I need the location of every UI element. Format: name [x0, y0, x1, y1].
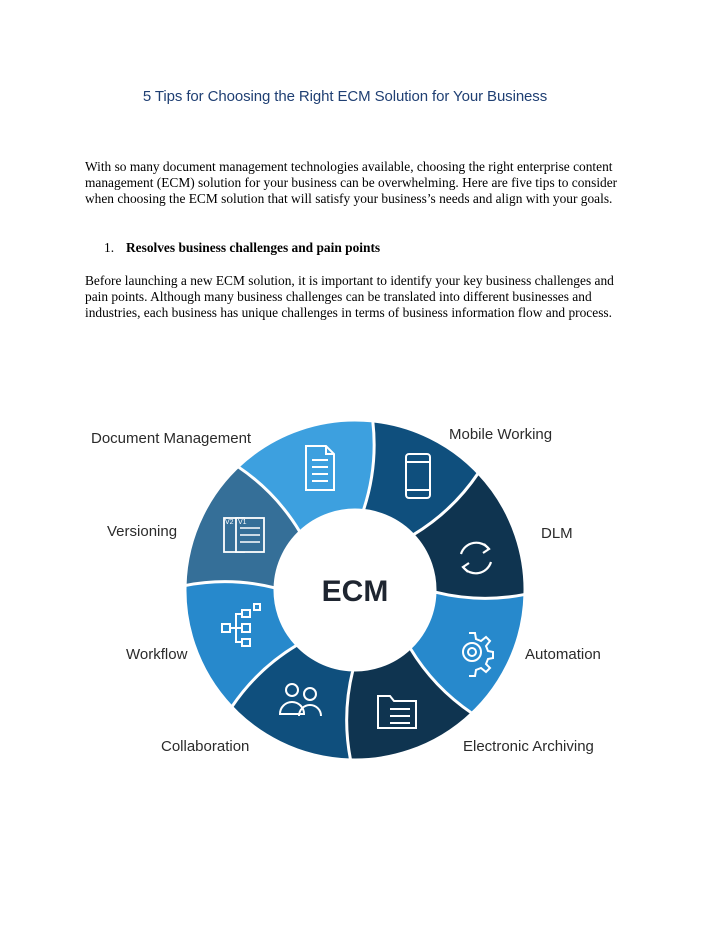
- document-title: 5 Tips for Choosing the Right ECM Solution for Your Business: [142, 88, 548, 105]
- tip-heading-text: Resolves business challenges and pain points: [126, 240, 381, 255]
- label-collaboration: Collaboration: [161, 738, 250, 755]
- version-tag-v1: V1: [238, 519, 247, 526]
- label-workflow: Workflow: [126, 646, 188, 663]
- version-tag-v2: V2: [225, 519, 234, 526]
- label-versioning: Versioning: [107, 523, 178, 540]
- label-document-management: Document Management: [91, 430, 252, 447]
- intro-paragraph: With so many document management technologies available, choosing the right enterprise content management (ECM) solution for your business can be overwhelming. Here are five tips to consider when choosing the ECM solution that will satisfy your business’s needs and align with your goals.: [85, 159, 618, 206]
- label-electronic-archiving: Electronic Archiving: [463, 738, 594, 755]
- tip-paragraph: Before launching a new ECM solution, it is important to identify your key business challenges and pain points. Although many business challenges can be translated into different businesses and industries, each business has unique challenges in terms of business information flow and process.: [85, 273, 614, 320]
- center-label: ECM: [321, 575, 389, 608]
- label-mobile-working: Mobile Working: [449, 426, 553, 443]
- label-dlm: DLM: [541, 525, 573, 542]
- label-automation: Automation: [525, 646, 601, 663]
- tip-number: 1.: [104, 240, 115, 255]
